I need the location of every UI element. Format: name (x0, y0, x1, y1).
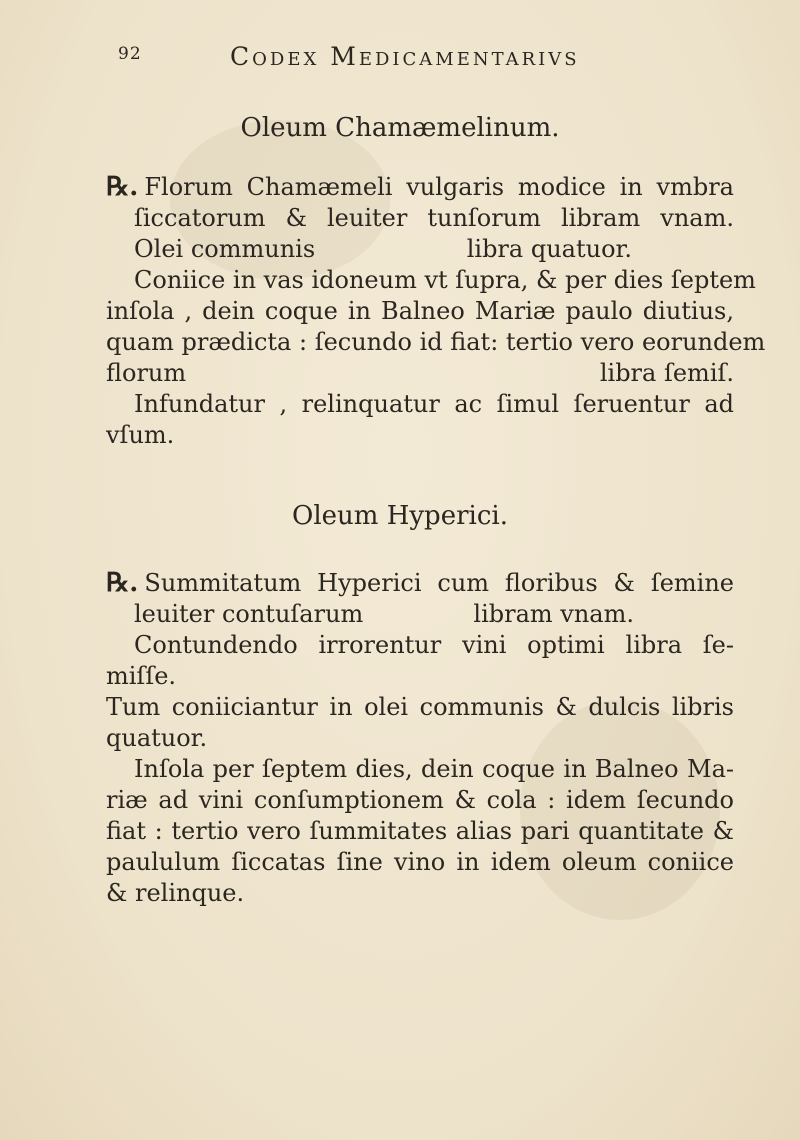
recipe-line-text: Florum Chamæmeli vulgaris modice in vmbra (144, 173, 734, 201)
recipe-line: inſola , dein coque in Balneo Mariæ paulo diutius, (106, 297, 734, 325)
recipe-line (106, 568, 734, 599)
recipe-line: fiat : tertio vero ſummitates alias pari quantitate & (106, 817, 734, 845)
recipe-line: miſſe. (106, 662, 177, 690)
recipe-line: Contundendo irrorentur vini optimi libra ſe- (134, 631, 734, 659)
ingredient-name: Olei communis (134, 235, 316, 263)
recipe-line (106, 172, 734, 203)
running-head (112, 40, 672, 80)
recipe-symbol: ℞. (106, 568, 139, 598)
ingredient-quantity: libram vnam. (473, 600, 634, 628)
recipe-line: paululum ſiccatas ſine vino in idem oleum coniice (106, 848, 734, 876)
recipe-line (106, 358, 734, 389)
recipe-line: vſum. (106, 421, 175, 449)
recipe-line: ſiccatorum & leuiter tunſorum libram vnam. (134, 204, 734, 232)
recipe-line (106, 234, 734, 265)
recipe-line: quam prædicta : ſecundo id fiat: tertio vero eorundem (106, 328, 766, 356)
recipe-line: & relinque. (106, 879, 245, 907)
recipe-line: riæ ad vini conſumptionem & cola : idem ſecundo (106, 786, 734, 814)
recipe-hyperici (106, 568, 734, 909)
ingredient-quantity: libra quatuor. (466, 235, 632, 263)
section-title-chamaemelinum: Oleum Chamæmelinum. (240, 113, 560, 143)
recipe-chamaemelinum (106, 172, 766, 451)
ingredient-quantity: libra ſemiſ. (599, 359, 734, 387)
recipe-line: Inſola per ſeptem dies, dein coque in Balneo Ma- (134, 755, 734, 783)
recipe-line (106, 599, 734, 630)
section-title-hyperici: Oleum Hyperici. (292, 501, 508, 531)
page-number: 92 (118, 44, 142, 64)
recipe-symbol: ℞. (106, 172, 139, 202)
recipe-line-text: Summitatum Hyperici cum floribus & ſemine (144, 569, 734, 597)
book-title: Codex Medicamentarivs (230, 42, 580, 71)
ingredient-name: leuiter contuſarum (134, 600, 364, 628)
recipe-line: Tum coniiciantur in olei communis & dulcis libris (106, 693, 734, 721)
recipe-line: Coniice in vas idoneum vt ſupra, & per dies ſeptem (134, 266, 756, 294)
recipe-line: Infundatur , relinquatur ac ſimul ſeruentur ad (134, 390, 734, 418)
recipe-line: quatuor. (106, 724, 208, 752)
ingredient-name: florum (106, 359, 187, 387)
